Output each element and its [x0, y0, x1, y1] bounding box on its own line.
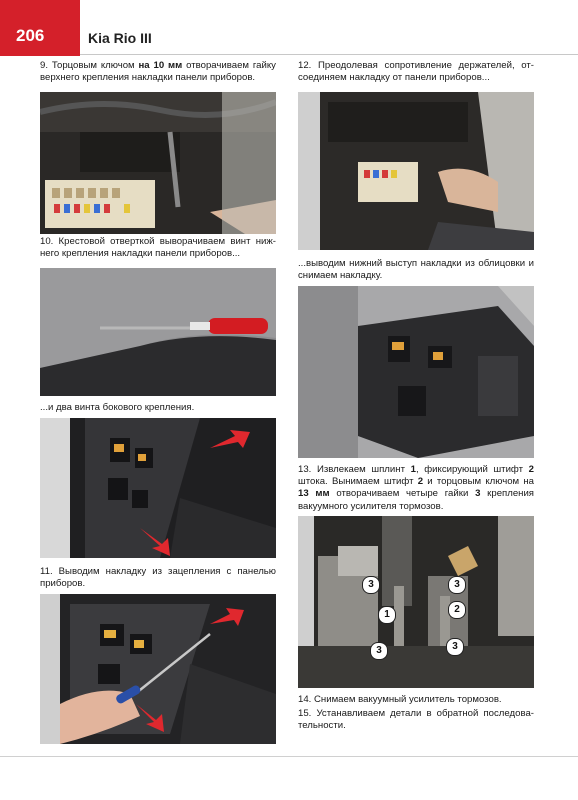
step-9-caption: 9. Торцовым ключом на 10 мм отворачиваем гайку верхнего крепления накладки панели приборов. [40, 60, 276, 84]
callout-3b: 3 [448, 576, 466, 594]
photo-step-11 [40, 594, 276, 744]
step-15-caption: 15. Устанавливаем детали в обратной последовательности. [298, 708, 534, 732]
callout-3c: 3 [370, 642, 388, 660]
step-12-caption: 12. Преодолевая сопротивление держателей, отсоединяем накладку от панели приборов... [298, 60, 534, 84]
callout-1: 1 [378, 606, 396, 624]
photo-step-10b [40, 418, 276, 558]
book-title: Kia Rio III [88, 30, 152, 46]
photo-step-10 [40, 268, 276, 396]
page-number: 206 [16, 26, 45, 45]
page-number-tab [0, 0, 80, 56]
step-10-caption: 10. Крестовой отверткой выворачиваем винт нижнего крепления накладки панели приборов... [40, 236, 276, 260]
photo-step-9 [40, 92, 276, 234]
step-14-caption: 14. Снимаем вакуумный усилитель тормозов. [298, 694, 502, 705]
photo-step-12b [298, 286, 534, 458]
callout-2: 2 [448, 601, 466, 619]
callout-3a: 3 [362, 576, 380, 594]
callout-3d: 3 [446, 638, 464, 656]
step-10b-caption: ...и два винта бокового крепления. [40, 402, 195, 413]
header-divider [80, 54, 578, 55]
step-12b-caption: ...выводим нижний выступ накладки из облицовки и снимаем накладку. [298, 258, 534, 282]
step-11-caption: 11. Выводим накладку из зацепления с панелью приборов. [40, 566, 276, 590]
step-13-caption: 13. Извлекаем шплинт 1, фиксирующий штифт 2 штока. Вынимаем штифт 2 и торцовым ключом на 13 мм отворачиваем четыре гайки 3 крепления вакуумного усилителя тормозов. [298, 464, 535, 512]
photo-step-13 [298, 516, 534, 688]
photo-step-12 [298, 92, 534, 250]
footer-divider [0, 756, 578, 757]
page-header [0, 0, 578, 56]
